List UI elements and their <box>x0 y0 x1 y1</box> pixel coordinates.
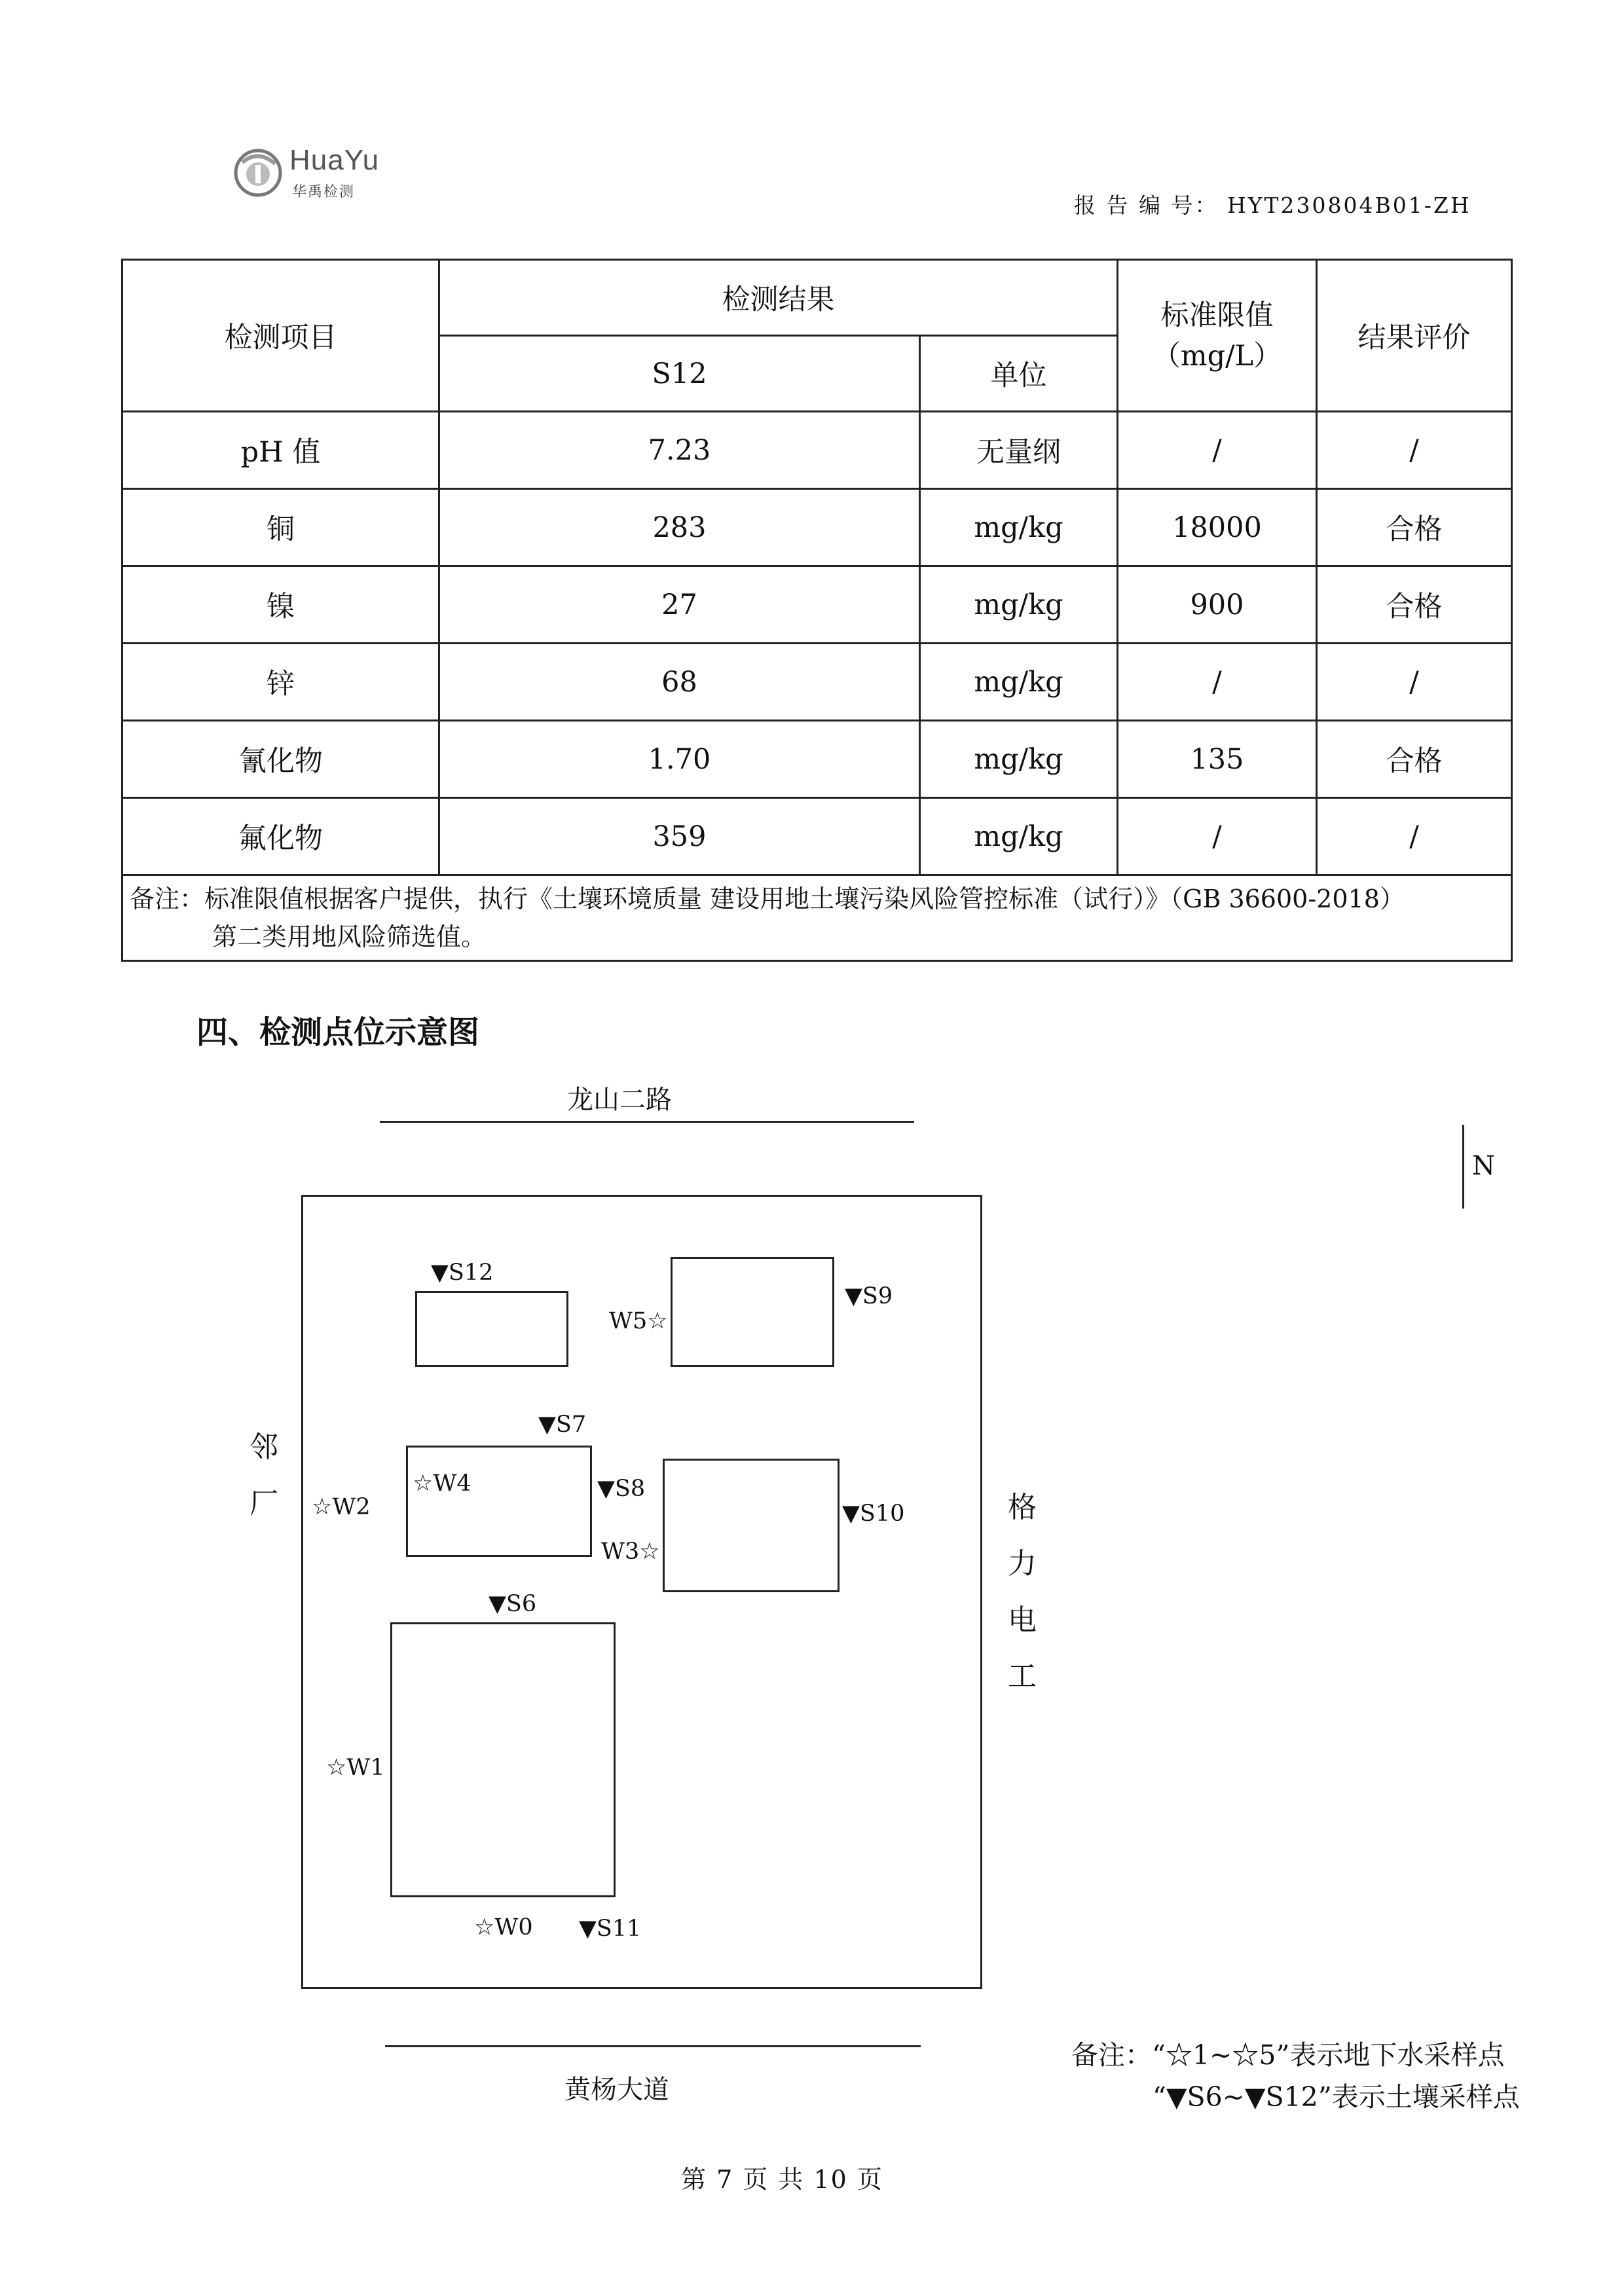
table-row <box>122 721 1512 798</box>
row-limit: 900 <box>1118 566 1317 644</box>
row-value: 1.70 <box>439 721 920 798</box>
row-eval: 合格 <box>1317 721 1512 798</box>
row-value: 7.23 <box>439 412 920 489</box>
table-row <box>122 798 1512 875</box>
row-item: 镍 <box>122 566 439 644</box>
row-limit: 18000 <box>1118 489 1317 566</box>
row-item: 锌 <box>122 644 439 721</box>
point-w2: ☆W2 <box>312 1494 371 1520</box>
table-row <box>122 489 1512 566</box>
point-s9: ▼S9 <box>845 1283 893 1309</box>
road-top-label: 龙山二路 <box>567 1085 672 1115</box>
row-eval: / <box>1317 644 1512 721</box>
header-limit <box>1118 260 1317 412</box>
row-unit: mg/kg <box>920 721 1118 798</box>
table-row <box>122 644 1512 721</box>
right-neighbor-label: 格力电工 <box>1008 1491 1037 1693</box>
building-w4 <box>406 1446 592 1557</box>
header-sample: S12 <box>439 336 920 412</box>
row-item: 氟化物 <box>122 798 439 875</box>
row-unit: mg/kg <box>920 489 1118 566</box>
row-unit: mg/kg <box>920 798 1118 875</box>
point-w4: ☆W4 <box>413 1470 471 1497</box>
point-s7: ▼S7 <box>538 1412 587 1438</box>
road-bottom-line <box>385 2045 921 2047</box>
row-item: pH 值 <box>122 412 439 489</box>
building-w1 <box>390 1622 616 1897</box>
north-label: N <box>1472 1151 1495 1181</box>
road-bottom-label: 黄杨大道 <box>564 2075 669 2105</box>
logo-sub-text: 华禹检测 <box>292 184 356 200</box>
point-s10: ▼S10 <box>842 1501 905 1527</box>
row-limit: 135 <box>1118 721 1317 798</box>
point-w5: W5☆ <box>609 1308 668 1334</box>
row-unit: mg/kg <box>920 644 1118 721</box>
table-row <box>122 566 1512 644</box>
building-s12 <box>415 1291 568 1367</box>
point-s6: ▼S6 <box>489 1591 537 1617</box>
row-unit: 无量纲 <box>920 412 1118 489</box>
header-result: 检测结果 <box>439 260 1118 336</box>
row-eval: 合格 <box>1317 489 1512 566</box>
row-limit: / <box>1118 412 1317 489</box>
company-logo <box>229 143 406 203</box>
building-s10 <box>663 1459 840 1592</box>
table-row <box>122 412 1512 489</box>
point-w1: ☆W1 <box>326 1755 385 1781</box>
legend-line-2: “▼S6~▼S12”表示土壤采样点 <box>1153 2081 1520 2113</box>
logo-brand-text: HuaYu <box>289 144 380 176</box>
row-item: 氰化物 <box>122 721 439 798</box>
road-top-line <box>380 1121 914 1123</box>
note-line-2: 第二类用地风险筛选值。 <box>212 922 487 951</box>
row-item: 铜 <box>122 489 439 566</box>
table-note <box>122 875 1512 961</box>
point-s11: ▼S11 <box>579 1916 642 1942</box>
row-value: 283 <box>439 489 920 566</box>
header-unit: 单位 <box>920 336 1118 412</box>
row-limit: / <box>1118 798 1317 875</box>
row-eval: / <box>1317 798 1512 875</box>
point-s12: ▼S12 <box>431 1260 494 1286</box>
page-footer: 第 7 页 共 10 页 <box>681 2165 883 2194</box>
point-w0: ☆W0 <box>474 1914 533 1941</box>
logo-mark-icon <box>229 143 287 200</box>
note-line-1: 备注：标准限值根据客户提供，执行《土壤环境质量 建设用地土壤污染风险管控标准（试行）》（GB 36600-2018） <box>130 884 1405 913</box>
point-w3: W3☆ <box>601 1539 660 1565</box>
row-value: 359 <box>439 798 920 875</box>
row-value: 68 <box>439 644 920 721</box>
left-neighbor-label: 邻厂 <box>249 1430 278 1520</box>
header-eval: 结果评价 <box>1317 260 1512 412</box>
building-s9 <box>671 1257 834 1367</box>
point-s8: ▼S8 <box>597 1476 646 1502</box>
row-unit: mg/kg <box>920 566 1118 644</box>
north-line <box>1462 1125 1464 1209</box>
section-title: 四、检测点位示意图 <box>196 1014 480 1051</box>
row-eval: 合格 <box>1317 566 1512 644</box>
row-eval: / <box>1317 412 1512 489</box>
row-value: 27 <box>439 566 920 644</box>
report-number: 报 告 编 号： HYT230804B01-ZH <box>1074 192 1471 218</box>
legend-line-1: 备注：“☆1~☆5”表示地下水采样点 <box>1071 2039 1505 2071</box>
header-item: 检测项目 <box>122 260 439 412</box>
header-limit-text: 标准限值（mg/L） <box>1152 299 1282 373</box>
results-table <box>121 259 1513 962</box>
row-limit: / <box>1118 644 1317 721</box>
